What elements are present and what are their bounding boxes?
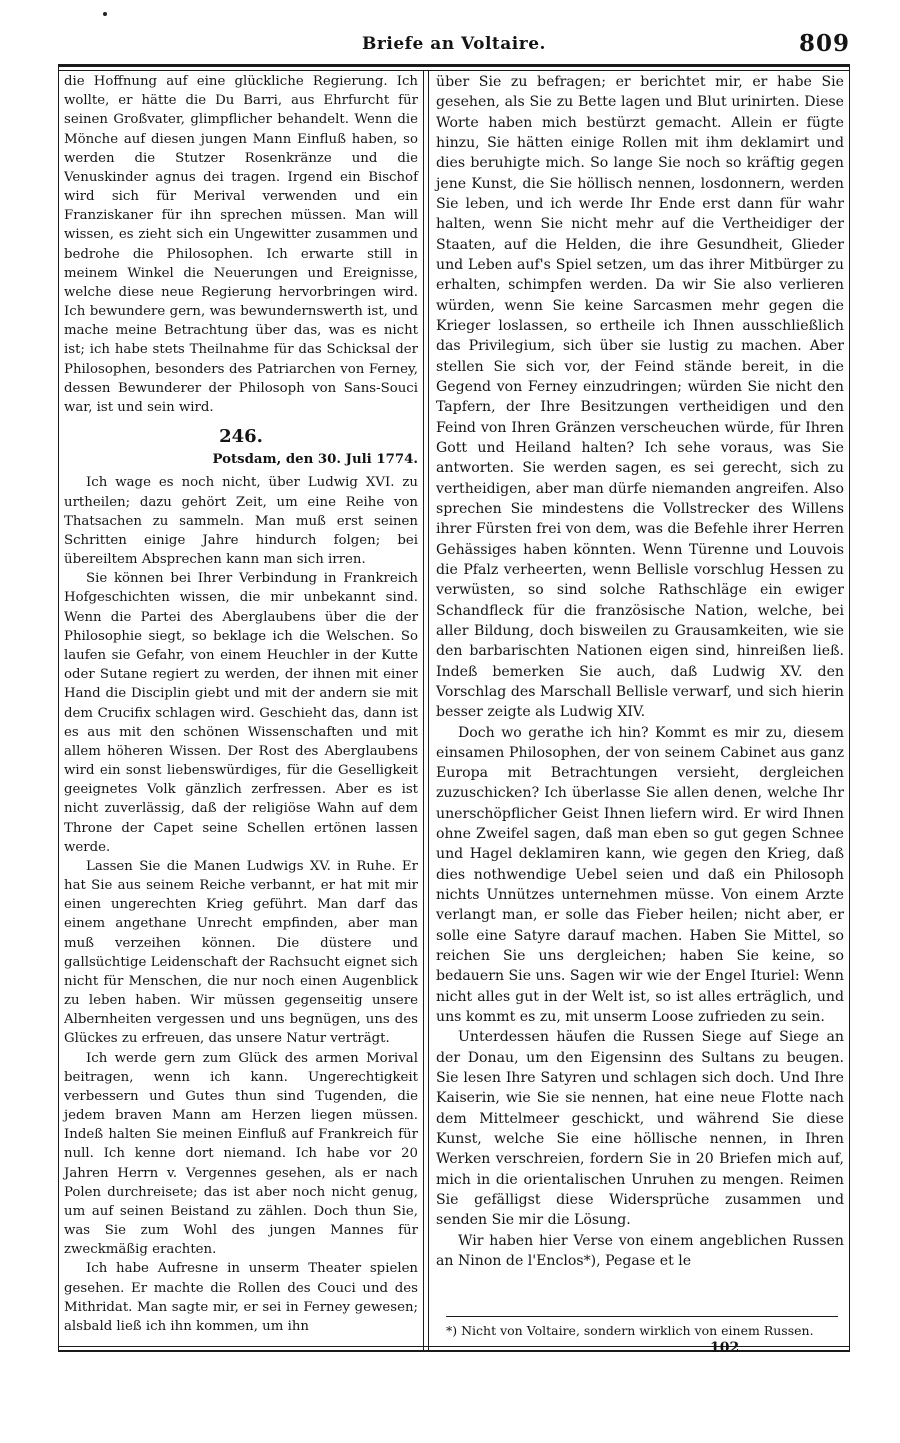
paragraph: über Sie zu befragen; er berichtet mir, er habe Sie gesehen, als Sie zu Bette lagen und Blut urinirten. Diese Worte haben mich bestürzt gemacht. Allein er fügte hinzu, Sie hätten einige Rollen mit ihm deklamirt und dies beruhigte mich. So lange Sie noch so kräftig gegen jene Kunst, die Sie höllisch nennen, losdonnern, werden Sie leben, und ich werde Ihr Ende erst dann für wahr halten, wenn Sie nicht mehr auf die Vertheidiger der Staaten, auf die Helden, die ihre Gesundheit, Glieder und Leben auf's Spiel setzen, um das ihrer Mitbürger zu erhalten, schimpfen werden. Da wir Sie also verlieren würden, wenn Sie keine Sarcasmen mehr gegen die Krieger loslassen, so ertheile ich Ihnen ausschließlich das Privilegium, sich über sie lustig zu machen. Aber stellen Sie sich vor, der Feind stände bereit, in die Gegend von Ferney einzudringen; würden Sie nicht den Tapfern, der Ihre Besitzungen vertheidigen und den Feind von Ihren Gränzen verscheuchen würde, für Ihren Gott und Heiland halten? Ich sehe voraus, was Sie antworten. Sie werden sagen, es sei gerecht, sich zu vertheidigen, aber man dürfe niemanden angreifen. Also sprechen Sie mindestens die Vollstrecker des Willens ihrer Fürsten frei von dem, was die Befehle ihrer Herren Gehässiges haben könnten. Wenn Türenne und Louvois die Pfalz verheerten, wenn Bellisle vorschlug Hessen zu verwüsten, so sind solche Rathschläge ein ewiger Schandfleck für die französische Nation, welche, bei aller Bildung, doch bisweilen zu Grausamkeiten, wie sie den barbarischten Nationen eigen sind, hinreißen ließ. Indeß bemerken Sie auch, daß Ludwig XV. den Vorschlag des Marschall Bellisle verwarf, und sich hierin besser zeigte als Ludwig XIV. [436, 74, 844, 721]
frame-left-line [58, 64, 59, 1350]
signature-mark: 102 [710, 1340, 740, 1356]
paragraph: Ich werde gern zum Glück des armen Morival beitragen, wenn ich kann. Ungerechtigkeit verbessern und Gutes thun sind Tugenden, die jedem braven Mann am Herzen liegen müssen. Indeß halten Sie meinen Einfluß auf Frankreich für null. Ich kenne dort niemand. Ich habe vor 20 Jahren Herrn v. Vergennes gesehen, als er nach Polen durchreisete; das ist aber noch nicht genug, um auf seinen Beistand zu zählen. Doch thun Sie, was Sie zum Wohl des jungen Mannes für zweckmäßig erachten. [64, 1050, 418, 1258]
left-column [64, 72, 418, 1336]
place-date: Potsdam, den 30. Juli 1774. [212, 452, 418, 468]
print-speck [103, 12, 107, 16]
paragraph: Doch wo gerathe ich hin? Kommt es mir zu, diesem einsamen Philosophen, der von seinem Cabinet aus ganz Europa mit Betrachtungen versieht, dergleichen zuzuschicken? Ich überlasse Sie allen denen, welche Ihr unerschöpflicher Geist Ihnen liefern wird. Er wird Ihnen ohne Zweifel sagen, daß man eben so gut gegen Schnee und Hagel deklamiren kann, wie gegen den Krieg, daß dies nothwendige Uebel seien und daß ein Philosoph nichts Unnützes unternehmen müsse. Von einem Arzte verlangt man, er solle das Fieber heilen; nicht aber, er solle eine Satyre darauf machen. Haben Sie Mittel, so reichen Sie uns dergleichen; haben Sie keine, so bedauern Sie uns. Sagen wir wie der Engel Ituriel: Wenn nicht alles gut in der Welt ist, so ist alles erträglich, und uns kommt es zu, mit unserm Loose zufrieden zu sein. [436, 724, 844, 1026]
header-rule-thick [58, 64, 850, 67]
paragraph: Sie können bei Ihrer Verbindung in Frankreich Hofgeschichten wissen, die mir unbekannt sind. Wenn die Partei des Aberglaubens über die der Philosophie siegt, so beklage ich die Welschen. So laufen sie Gefahr, von einem Heuchler in der Kutte oder Sutane regiert zu werden, der ihnen mit einer Hand die Disciplin giebt und mit der andern sie mit dem Crucifix schlagen wird. Geschieht das, dann ist es aus mit den schönen Wissenschaften und mit allem höheren Wissen. Der Rost des Aberglaubens wird ein sonst liebenswürdiges, für die Geselligkeit geeignetes Volk gänzlich zerfressen. Aber es ist nicht zuverlässig, daß der religiöse Wahn auf dem Throne der Capet seine Schellen ertönen lassen werde. [64, 571, 418, 855]
letter-number: 246. [219, 426, 263, 448]
paragraph: Wir haben hier Verse von einem angeblichen Russen an Ninon de l'Enclos*), Pegase et le [436, 1232, 844, 1270]
paragraph: Lassen Sie die Manen Ludwigs XV. in Ruhe. Er hat Sie aus seinem Reiche verbannt, er hat mit mir einen ungerechten Krieg geführt. Man darf das einem angethane Unrecht empfinden, aber man muß verzeihen können. Die düstere und gallsüchtige Leidenschaft der Rachsucht eignet sich nicht für Menschen, die nur noch einen Augenblick zu leben haben. Wir müssen gegenseitig unsere Albernheiten vergessen und uns begnügen, uns des Glückes zu erfreuen, das unsere Natur verträgt. [64, 858, 418, 1047]
paragraph: die Hoffnung auf eine glückliche Regierung. Ich wollte, er hätte die Du Barri, aus Ehrfurcht für seinen Großvater, glimpflicher behandelt. Wenn die Mönche auf diesen jungen Mann Einfluß haben, so werden die Stutzer Rosenkränze und die Venuskinder agnus dei tragen. Irgend ein Bischof wird sich für Merival verwenden und ein Franziskaner für ihn sprechen müssen. Man will wissen, es zieht sich ein Ungewitter zusammen und bedrohe die Philosophen. Ich erwarte still in meinem Winkel die Neuerungen und Ereignisse, welche diese neue Regierung hervorbringen wird. Ich bewundere gern, was bewundernswerth ist, und mache meine Betrachtung über das, was es nicht ist; ich habe stets Theilnahme für das Schicksal der Philosophen, besonders des Patriarchen von Ferney, dessen Bewunderer der Philosoph von Sans-Souci war, ist und sein wird. [64, 74, 418, 415]
page-number: 809 [798, 30, 850, 57]
header-rule-thin [58, 70, 850, 71]
paragraph: Ich wage es noch nicht, über Ludwig XVI. zu urtheilen; dazu gehört Zeit, um eine Reihe von Thatsachen zu sammeln. Man muß erst seinen Schritten einige Jahre hindurch folgen; bei übereiltem Absprechen kann man sich irren. [64, 475, 418, 568]
running-header [58, 30, 850, 60]
column-divider-right [428, 70, 429, 1350]
paragraph: Unterdessen häufen die Russen Siege auf Siege an der Donau, um den Eigensinn des Sultans zu beugen. Sie lesen Ihre Satyren und schlagen sich doch. Und Ihre Kaiserin, wie Sie sie nennen, hat eine neue Flotte nach dem Mittelmeer geschickt, und während Sie diese Kunst, welche Sie eine höllische nennen, in Ihren Werken verschreien, fordern Sie in 20 Briefen mich auf, mich in die orientalischen Unruhen zu mengen. Reimen Sie gefälligst diese Widersprüche zusammen und senden Sie mir die Lösung. [436, 1029, 844, 1229]
frame-right-line [849, 64, 850, 1350]
running-title: Briefe an Voltaire. [362, 34, 546, 54]
footnote: *) Nicht von Voltaire, sondern wirklich von einem Russen. [446, 1323, 814, 1338]
right-column [436, 72, 844, 1271]
footnote-separator [446, 1316, 838, 1317]
column-divider-left [423, 70, 424, 1350]
paragraph: Ich habe Aufresne in unserm Theater spielen gesehen. Er machte die Rollen des Couci und des Mithridat. Man sagte mir, er sei in Ferney gewesen; alsbald ließ ich ihn kommen, um ihn [64, 1261, 418, 1334]
